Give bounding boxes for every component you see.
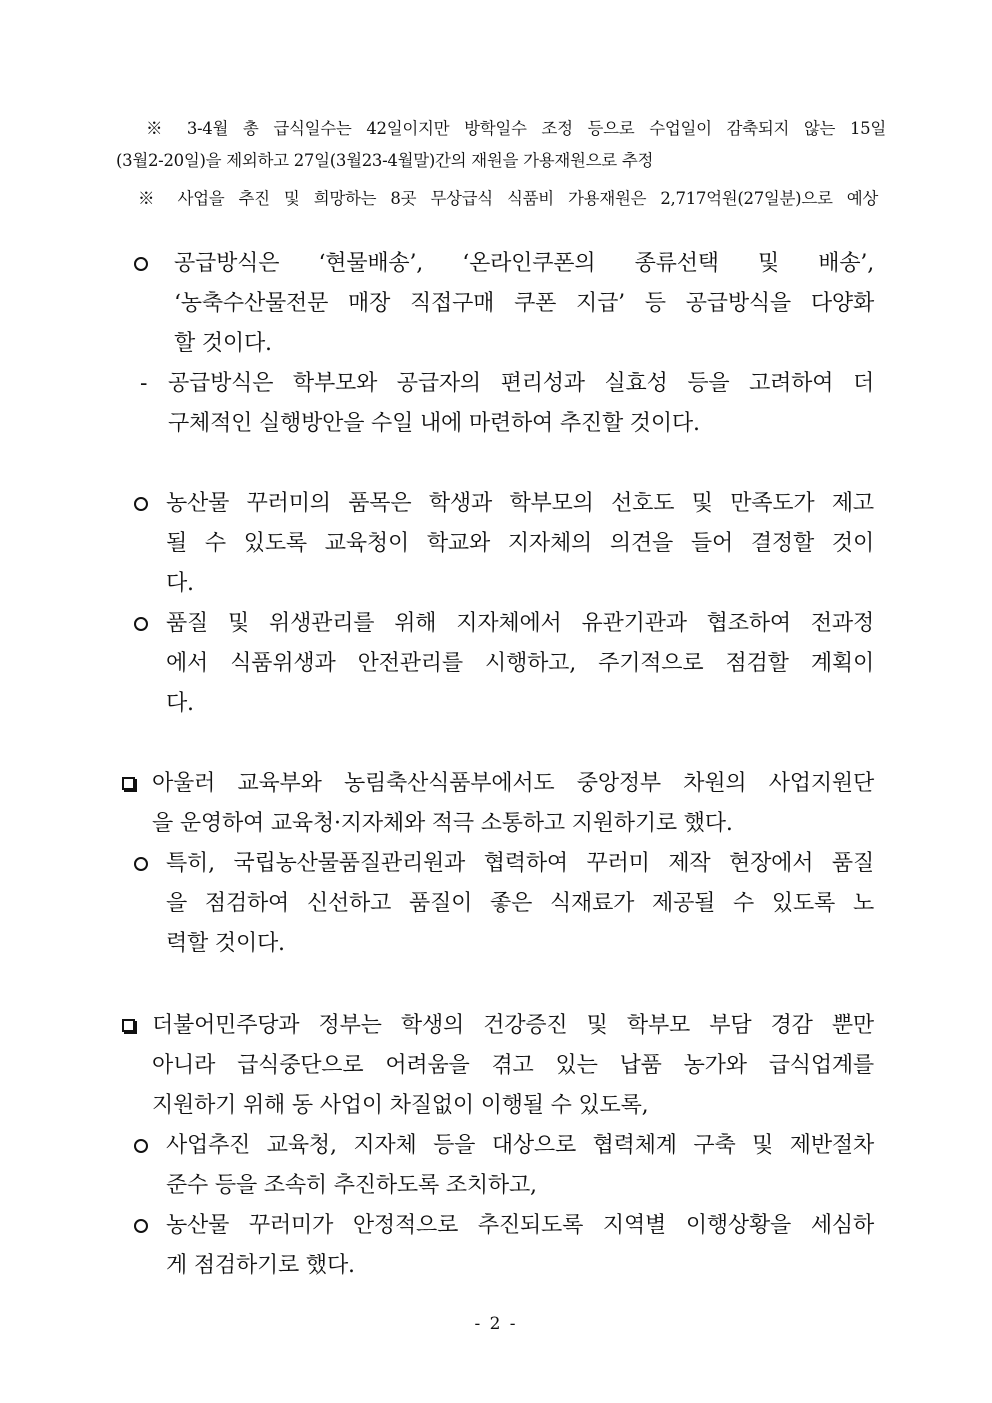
item-quality-control xyxy=(134,604,874,724)
text-line: 다. xyxy=(166,571,194,596)
text-line: 될 수 있도록 교육청이 학교와 지자체의 의견을 들어 결정할 것이 xyxy=(166,531,874,556)
text-line: 더불어민주당과 정부는 학생의 건강증진 및 학부모 부담 경감 뿐만 xyxy=(152,1013,874,1038)
note-total-meal-days: ※ 3-4월 총 급식일수는 42일이지만 방학일수 조정 등으로 수업일이 감축되지 않는 15일 xyxy=(146,119,886,138)
dash-bullet-icon: - xyxy=(140,371,148,396)
item-regional-check xyxy=(134,1206,874,1286)
circle-bullet-icon xyxy=(134,257,148,271)
text-line: 사업추진 교육청, 지자체 등을 대상으로 협력체계 구축 및 제반절차 xyxy=(166,1133,874,1158)
text-line: 게 점검하기로 했다. xyxy=(166,1253,355,1278)
text-line: 다. xyxy=(166,691,194,716)
item-quality-inspection xyxy=(134,844,874,964)
text-line: 력할 것이다. xyxy=(166,931,285,956)
text-line: ‘농축수산물전문 매장 직접구매 쿠폰 지급’ 등 공급방식을 다양화 xyxy=(174,291,874,316)
square-bullet-icon xyxy=(122,1019,135,1032)
circle-bullet-icon xyxy=(134,497,148,511)
text-line: 공급방식은 학부모와 공급자의 편리성과 실효성 등을 고려하여 더 xyxy=(168,371,874,396)
item-cooperation-system xyxy=(134,1126,874,1206)
text-line: 품질 및 위생관리를 위해 지자체에서 유관기관과 협조하여 전과정 xyxy=(166,611,874,636)
note-total-meal-days-continued: (3월2-20일)을 제외하고 27일(3월23-4월말)간의 재원을 가용재원으로 추정 xyxy=(116,151,654,170)
item-supply-method xyxy=(134,244,874,364)
item-supply-detail xyxy=(140,364,874,444)
circle-bullet-icon xyxy=(134,1139,148,1153)
text-line: 농산물 꾸러미의 품목은 학생과 학부모의 선호도 및 만족도가 제고 xyxy=(166,491,874,516)
text-line: 지원하기 위해 동 사업이 차질없이 이행될 수 있도록, xyxy=(152,1093,649,1118)
square-bullet-icon xyxy=(122,777,135,790)
text-line: 아울러 교육부와 농림축산식품부에서도 중앙정부 차원의 사업지원단 xyxy=(152,771,874,796)
text-line: 공급방식은 ‘현물배송’, ‘온라인쿠폰의 종류선택 및 배송’, xyxy=(174,251,874,276)
circle-bullet-icon xyxy=(134,857,148,871)
section-party-government xyxy=(122,1006,874,1126)
text-line: 구체적인 실행방안을 수일 내에 마련하여 추진할 것이다. xyxy=(168,411,700,436)
text-line: 농산물 꾸러미가 안정적으로 추진되도록 지역별 이행상황을 세심하 xyxy=(166,1213,874,1238)
note-available-budget: ※ 사업을 추진 및 희망하는 8곳 무상급식 식품비 가용재원은 2,717억원(27일분)으로 예상 xyxy=(138,189,878,208)
text-line: 을 운영하여 교육청·지자체와 적극 소통하고 지원하기로 했다. xyxy=(152,811,733,836)
circle-bullet-icon xyxy=(134,1219,148,1233)
section-ministry-support xyxy=(122,764,874,844)
circle-bullet-icon xyxy=(134,617,148,631)
text-line: 을 점검하여 신선하고 품질이 좋은 식재료가 제공될 수 있도록 노 xyxy=(166,891,874,916)
text-line: 준수 등을 조속히 추진하도록 조치하고, xyxy=(166,1173,537,1198)
text-line: 아니라 급식중단으로 어려움을 겪고 있는 납품 농가와 급식업계를 xyxy=(152,1053,874,1078)
item-package-items xyxy=(134,484,874,604)
text-line: 특히, 국립농산물품질관리원과 협력하여 꾸러미 제작 현장에서 품질 xyxy=(166,851,874,876)
text-line: 에서 식품위생과 안전관리를 시행하고, 주기적으로 점검할 계획이 xyxy=(166,651,874,676)
page-number: - 2 - xyxy=(474,1314,518,1334)
text-line: 할 것이다. xyxy=(174,331,272,356)
